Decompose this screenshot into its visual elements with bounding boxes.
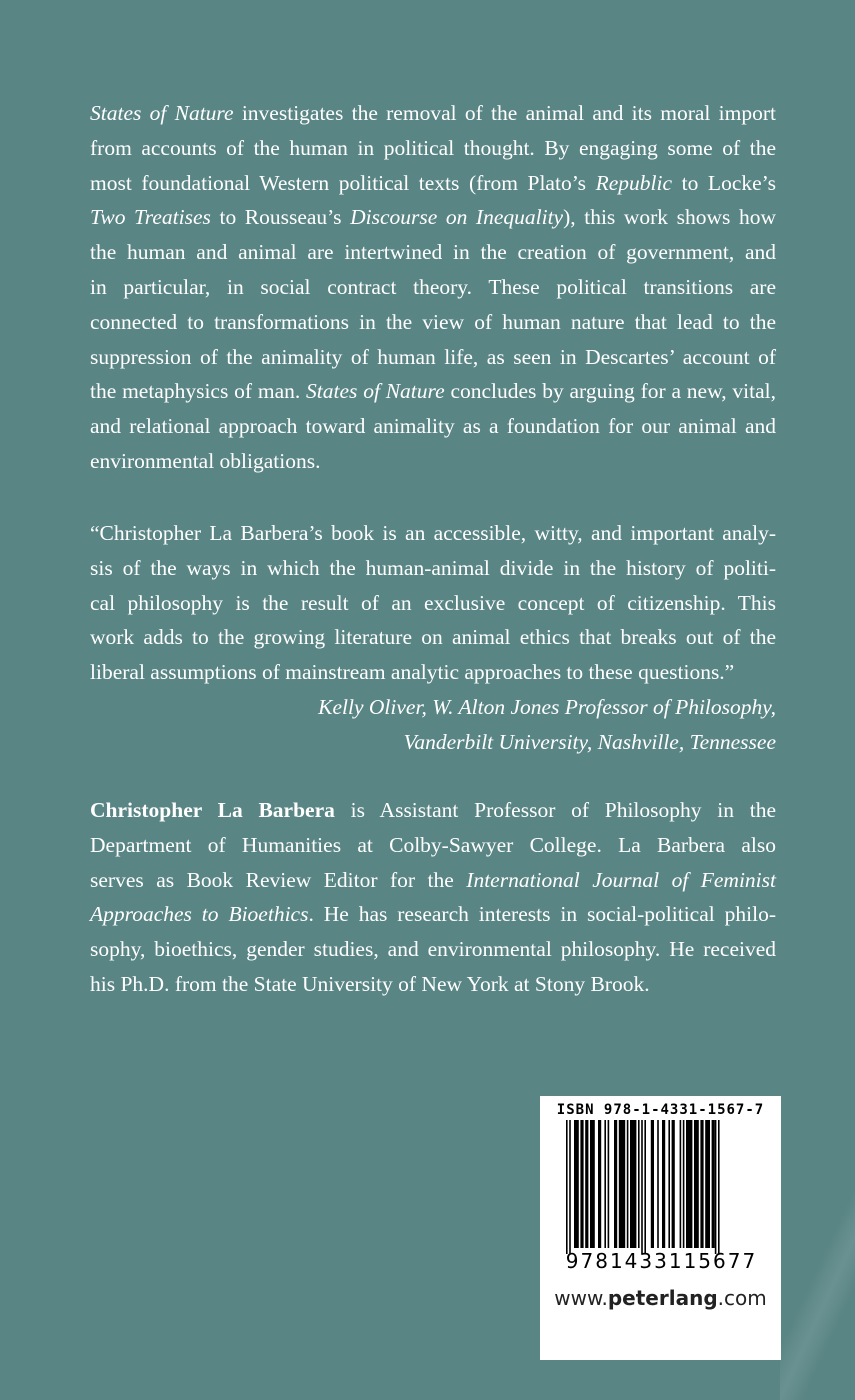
barcode-image: [566, 1120, 756, 1254]
text-line: [90, 967, 776, 1002]
review-attribution-line1: Kelly Oliver, W. Alton Jones Professor of Philosophy,: [318, 694, 776, 719]
text-run: “Christopher La Barbera’s book is an accessible, witty, and important analy-: [90, 521, 776, 545]
barcode-bar: [590, 1120, 595, 1248]
italic-text: States of Nature: [306, 379, 445, 404]
review-quote: [90, 516, 776, 760]
url-prefix: www.: [554, 1286, 608, 1310]
text-run: the metaphysics of man.: [90, 379, 307, 404]
barcode-bar: [627, 1120, 629, 1248]
text-run: the human and animal are intertwined in the creation of government, and: [90, 240, 776, 265]
text-run: serves as Book Review Editor for the: [90, 867, 467, 892]
italic-text: Two Treatises: [90, 205, 211, 230]
barcode-bar: [614, 1120, 617, 1248]
text-run: investigates the removal of the animal and its moral import: [233, 101, 777, 125]
description-paragraph: [90, 96, 776, 479]
barcode-bar: [585, 1120, 588, 1248]
text-line: [90, 586, 776, 621]
barcode-bar: [630, 1120, 636, 1248]
text-line: [90, 200, 776, 235]
text-run: liberal assumptions of mainstream analytic approaches to these questions.”: [90, 660, 735, 685]
text-line: [90, 897, 776, 932]
italic-text: Discourse on Inequality: [350, 205, 564, 230]
barcode-bar: [651, 1120, 654, 1248]
isbn-barcode-panel: [540, 1096, 781, 1360]
text-run: is Assistant Professor of Philosophy in the: [334, 798, 776, 822]
barcode-bar: [598, 1120, 601, 1248]
publisher-url[interactable]: [540, 1286, 781, 1310]
barcode-bar: [700, 1120, 703, 1248]
text-line: [90, 270, 776, 305]
isbn-label: ISBN 978-1-4331-1567-7: [556, 1102, 765, 1118]
text-line: [90, 551, 776, 586]
barcode-bar: [638, 1120, 640, 1248]
text-line: [90, 620, 776, 655]
barcode-digits: 9781433115677: [565, 1249, 758, 1273]
text-run: work adds to the growing literature on animal ethics that breaks out of the: [90, 625, 776, 650]
text-run: suppression of the animality of human life, as seen in Descartes’ account of: [90, 344, 776, 369]
text-line: [90, 131, 776, 166]
text-line: [90, 863, 776, 898]
text-line: [90, 932, 776, 967]
barcode-bar: [574, 1120, 579, 1248]
review-attribution-line2: Vanderbilt University, Nashville, Tennessee: [403, 729, 776, 754]
text-line: [90, 516, 776, 551]
barcode-bar: [694, 1120, 699, 1248]
text-run: his Ph.D. from the State University of New York at Stony Brook.: [90, 971, 650, 996]
url-brand: peterlang: [607, 1286, 718, 1310]
barcode-bar: [705, 1120, 710, 1248]
text-run: ), this work shows how: [563, 205, 776, 230]
barcode-bar: [715, 1120, 717, 1254]
cover-sheen: [780, 1140, 855, 1400]
text-run: sophy, bioethics, gender studies, and environmental philosophy. He received: [90, 937, 776, 962]
text-run: Department of Humanities at Colby-Sawyer College. La Barbera also: [90, 832, 776, 857]
author-bio-paragraph: [90, 793, 776, 1002]
barcode-bar: [686, 1120, 692, 1248]
barcode-bar: [608, 1120, 610, 1248]
text-line: [90, 444, 776, 479]
text-run: most foundational Western political texts (from Plato’s: [90, 170, 596, 195]
barcode-bar: [662, 1120, 665, 1248]
text-run: connected to transformations in the view of human nature that lead to the: [90, 309, 776, 334]
text-run: to Rousseau’s: [210, 205, 351, 230]
text-line: [90, 340, 776, 375]
italic-text: Approaches to Bioethics: [90, 902, 309, 927]
text-line: [90, 409, 776, 444]
barcode-bar: [718, 1120, 720, 1254]
text-run: in particular, in social contract theory. These political transitions are: [90, 274, 776, 299]
text-line: [90, 305, 776, 340]
text-run: concludes by arguing for a new, vital,: [444, 379, 776, 404]
barcode-bar: [644, 1120, 646, 1254]
text-run: cal philosophy is the result of an exclusive concept of citizenship. This: [90, 590, 776, 615]
barcode-bar: [712, 1120, 715, 1248]
barcode-bar: [680, 1120, 682, 1248]
italic-text: States of Nature: [90, 101, 234, 125]
barcode-bar: [672, 1120, 675, 1248]
text-line: [90, 374, 776, 409]
text-run: environmental obligations.: [90, 448, 321, 473]
text-run: to Locke’s: [672, 170, 776, 195]
text-line: [90, 166, 776, 201]
barcode-bar: [566, 1120, 568, 1254]
italic-text: Republic: [595, 170, 673, 195]
text-run: . He has research interests in social-political philo-: [308, 902, 776, 927]
barcode-bar: [657, 1120, 659, 1248]
barcode-bar: [580, 1120, 583, 1248]
barcode-bar: [683, 1120, 685, 1248]
bold-text: Christopher La Barbera: [90, 798, 335, 822]
text-run: from accounts of the human in political thought. By engaging some of the: [90, 135, 776, 160]
text-run: sis of the ways in which the human-animal divide in the history of politi-: [90, 555, 776, 580]
barcode-bar: [641, 1120, 643, 1254]
url-suffix: .com: [717, 1286, 767, 1310]
text-line: [90, 828, 776, 863]
review-lines: [90, 516, 776, 690]
barcode-bar: [668, 1120, 670, 1248]
barcode-bar: [569, 1120, 571, 1254]
text-line: [90, 235, 776, 270]
text-run: and relational approach toward animality as a foundation for our animal and: [90, 414, 776, 439]
barcode-bar: [604, 1120, 606, 1248]
text-line: [90, 655, 776, 690]
text-line: [90, 793, 776, 828]
barcode-bar: [619, 1120, 625, 1248]
italic-text: International Journal of Feminist: [466, 867, 777, 892]
text-line: [90, 96, 776, 131]
